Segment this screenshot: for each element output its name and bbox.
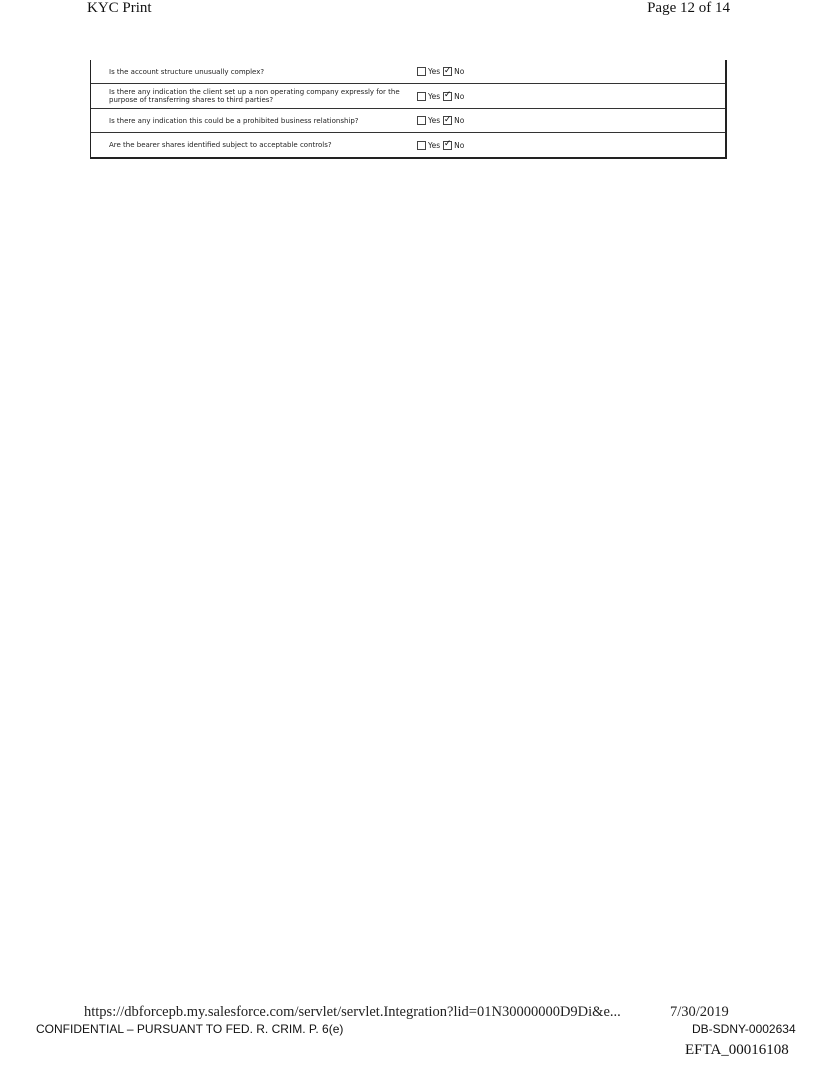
answer-group <box>417 67 467 76</box>
page-number: Page 12 of 14 <box>647 0 730 16</box>
no-checkbox[interactable] <box>443 116 452 125</box>
question-text: Is the account structure unusually complex? <box>109 67 265 76</box>
checkmark-icon: ✓ <box>443 90 452 100</box>
yes-checkbox[interactable] <box>417 116 426 125</box>
yes-label: Yes <box>428 116 441 125</box>
answer-group <box>417 92 467 101</box>
footer-date: 7/30/2019 <box>670 1004 729 1020</box>
bates-number: DB-SDNY-0002634 <box>692 1022 796 1036</box>
question-row <box>91 109 725 133</box>
checkmark-icon: ✓ <box>443 139 452 149</box>
confidential-notice: CONFIDENTIAL – PURSUANT TO FED. R. CRIM. P. 6(e) <box>36 1022 344 1036</box>
question-text: Are the bearer shares identified subject to acceptable controls? <box>109 141 332 149</box>
question-text: Is there any indication this could be a prohibited business relationship? <box>109 116 359 125</box>
no-checkbox[interactable] <box>443 141 452 150</box>
print-header-title: KYC Print <box>87 0 152 16</box>
no-label: No <box>454 67 465 76</box>
checkmark-icon: ✓ <box>443 65 452 76</box>
yes-checkbox[interactable] <box>417 92 426 101</box>
question-row <box>91 84 725 109</box>
question-text: Is there any indication the client set up a non operating company expressly for the purpose of transferring shares to third parties? <box>109 88 400 104</box>
no-label: No <box>454 116 465 125</box>
answer-group <box>417 141 467 150</box>
efta-number: EFTA_00016108 <box>685 1042 789 1058</box>
no-checkbox[interactable] <box>443 92 452 101</box>
question-row <box>91 133 725 157</box>
kyc-question-table <box>90 60 727 159</box>
yes-checkbox[interactable] <box>417 67 426 76</box>
yes-label: Yes <box>428 91 441 101</box>
yes-checkbox[interactable] <box>417 141 426 150</box>
yes-label: Yes <box>428 140 441 150</box>
no-label: No <box>454 91 465 101</box>
checkmark-icon: ✓ <box>443 114 452 125</box>
question-row <box>91 60 725 84</box>
yes-label: Yes <box>428 67 441 76</box>
no-label: No <box>454 140 465 150</box>
no-checkbox[interactable] <box>443 67 452 76</box>
footer-url: https://dbforcepb.my.salesforce.com/servlet/servlet.Integration?lid=01N30000000D9Di&e... <box>84 1004 621 1020</box>
answer-group <box>417 116 467 125</box>
